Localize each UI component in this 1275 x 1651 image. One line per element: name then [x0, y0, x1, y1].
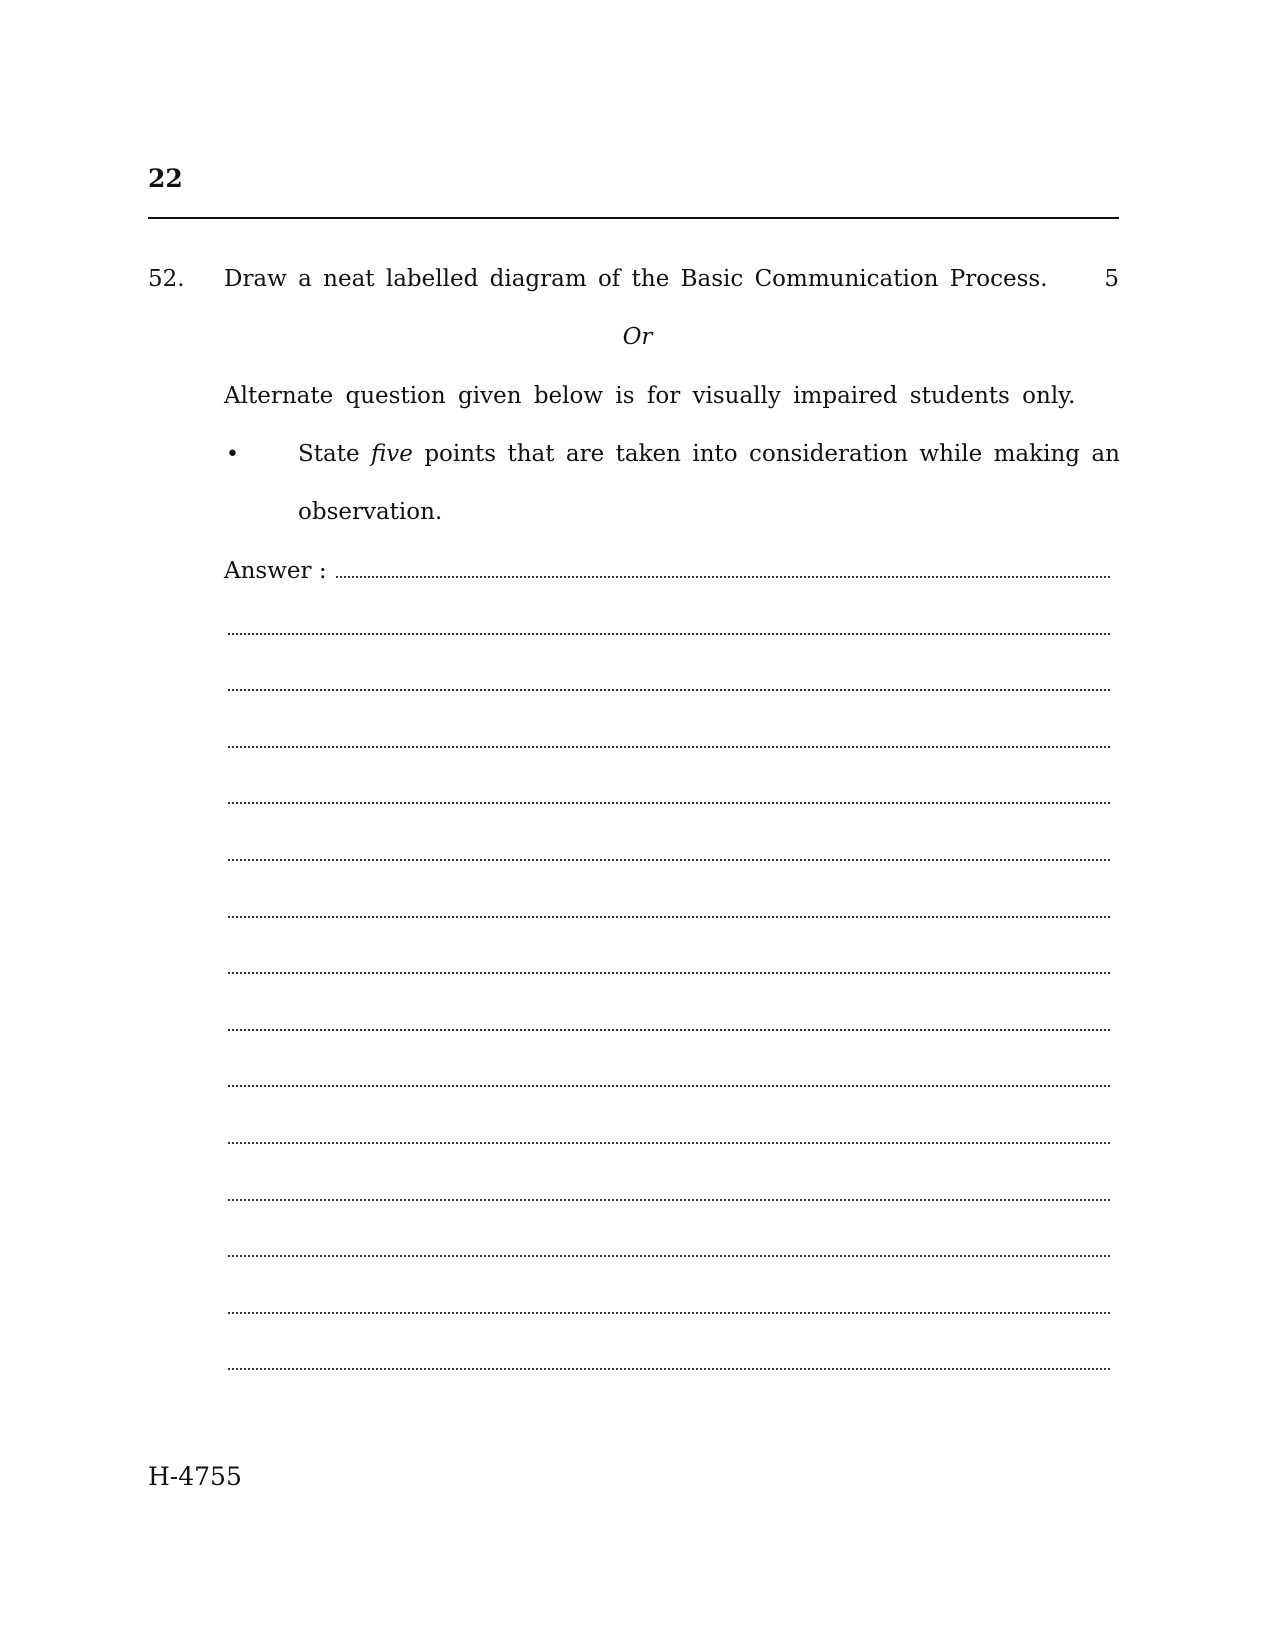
or-separator: Or	[622, 324, 653, 350]
bullet-word-emphasis: five	[370, 441, 413, 467]
bullet-word: consideration	[749, 441, 909, 467]
bullet-icon: •	[226, 442, 239, 467]
bullet-word: an	[1091, 441, 1120, 467]
answer-line[interactable]	[228, 633, 1110, 635]
bullet-word: State	[298, 441, 360, 467]
answer-line[interactable]	[228, 916, 1110, 918]
question-marks: 5	[1104, 266, 1119, 292]
bullet-text-line-2: observation.	[298, 499, 443, 525]
answer-line[interactable]	[228, 1199, 1110, 1201]
bullet-word: that	[507, 441, 555, 467]
bullet-word: are	[565, 441, 605, 467]
answer-label: Answer :	[224, 558, 327, 584]
answer-line[interactable]	[228, 972, 1110, 974]
bullet-word: making	[993, 441, 1080, 467]
question-text: Draw a neat labelled diagram of the Basic Communication Process.	[224, 266, 1048, 292]
alternate-note: Alternate question given below is for visually impaired students only.	[224, 383, 1076, 409]
answer-line[interactable]	[228, 746, 1110, 748]
bullet-word: taken	[615, 441, 681, 467]
answer-line[interactable]	[228, 1368, 1110, 1370]
question-number: 52.	[148, 266, 185, 292]
answer-line[interactable]	[228, 1029, 1110, 1031]
answer-line[interactable]	[228, 1255, 1110, 1257]
bullet-text-line-1	[298, 443, 1120, 466]
header-rule	[148, 217, 1119, 219]
answer-line[interactable]	[228, 802, 1110, 804]
answer-line[interactable]	[228, 1085, 1110, 1087]
answer-line[interactable]	[228, 1312, 1110, 1314]
bullet-word: while	[919, 441, 983, 467]
footer-code: H-4755	[148, 1462, 242, 1491]
answer-line[interactable]	[228, 1142, 1110, 1144]
answer-line[interactable]	[228, 689, 1110, 691]
answer-line-first[interactable]	[336, 576, 1110, 578]
bullet-word: into	[692, 441, 738, 467]
bullet-word: points	[424, 441, 497, 467]
page-number: 22	[148, 164, 183, 193]
answer-line[interactable]	[228, 859, 1110, 861]
